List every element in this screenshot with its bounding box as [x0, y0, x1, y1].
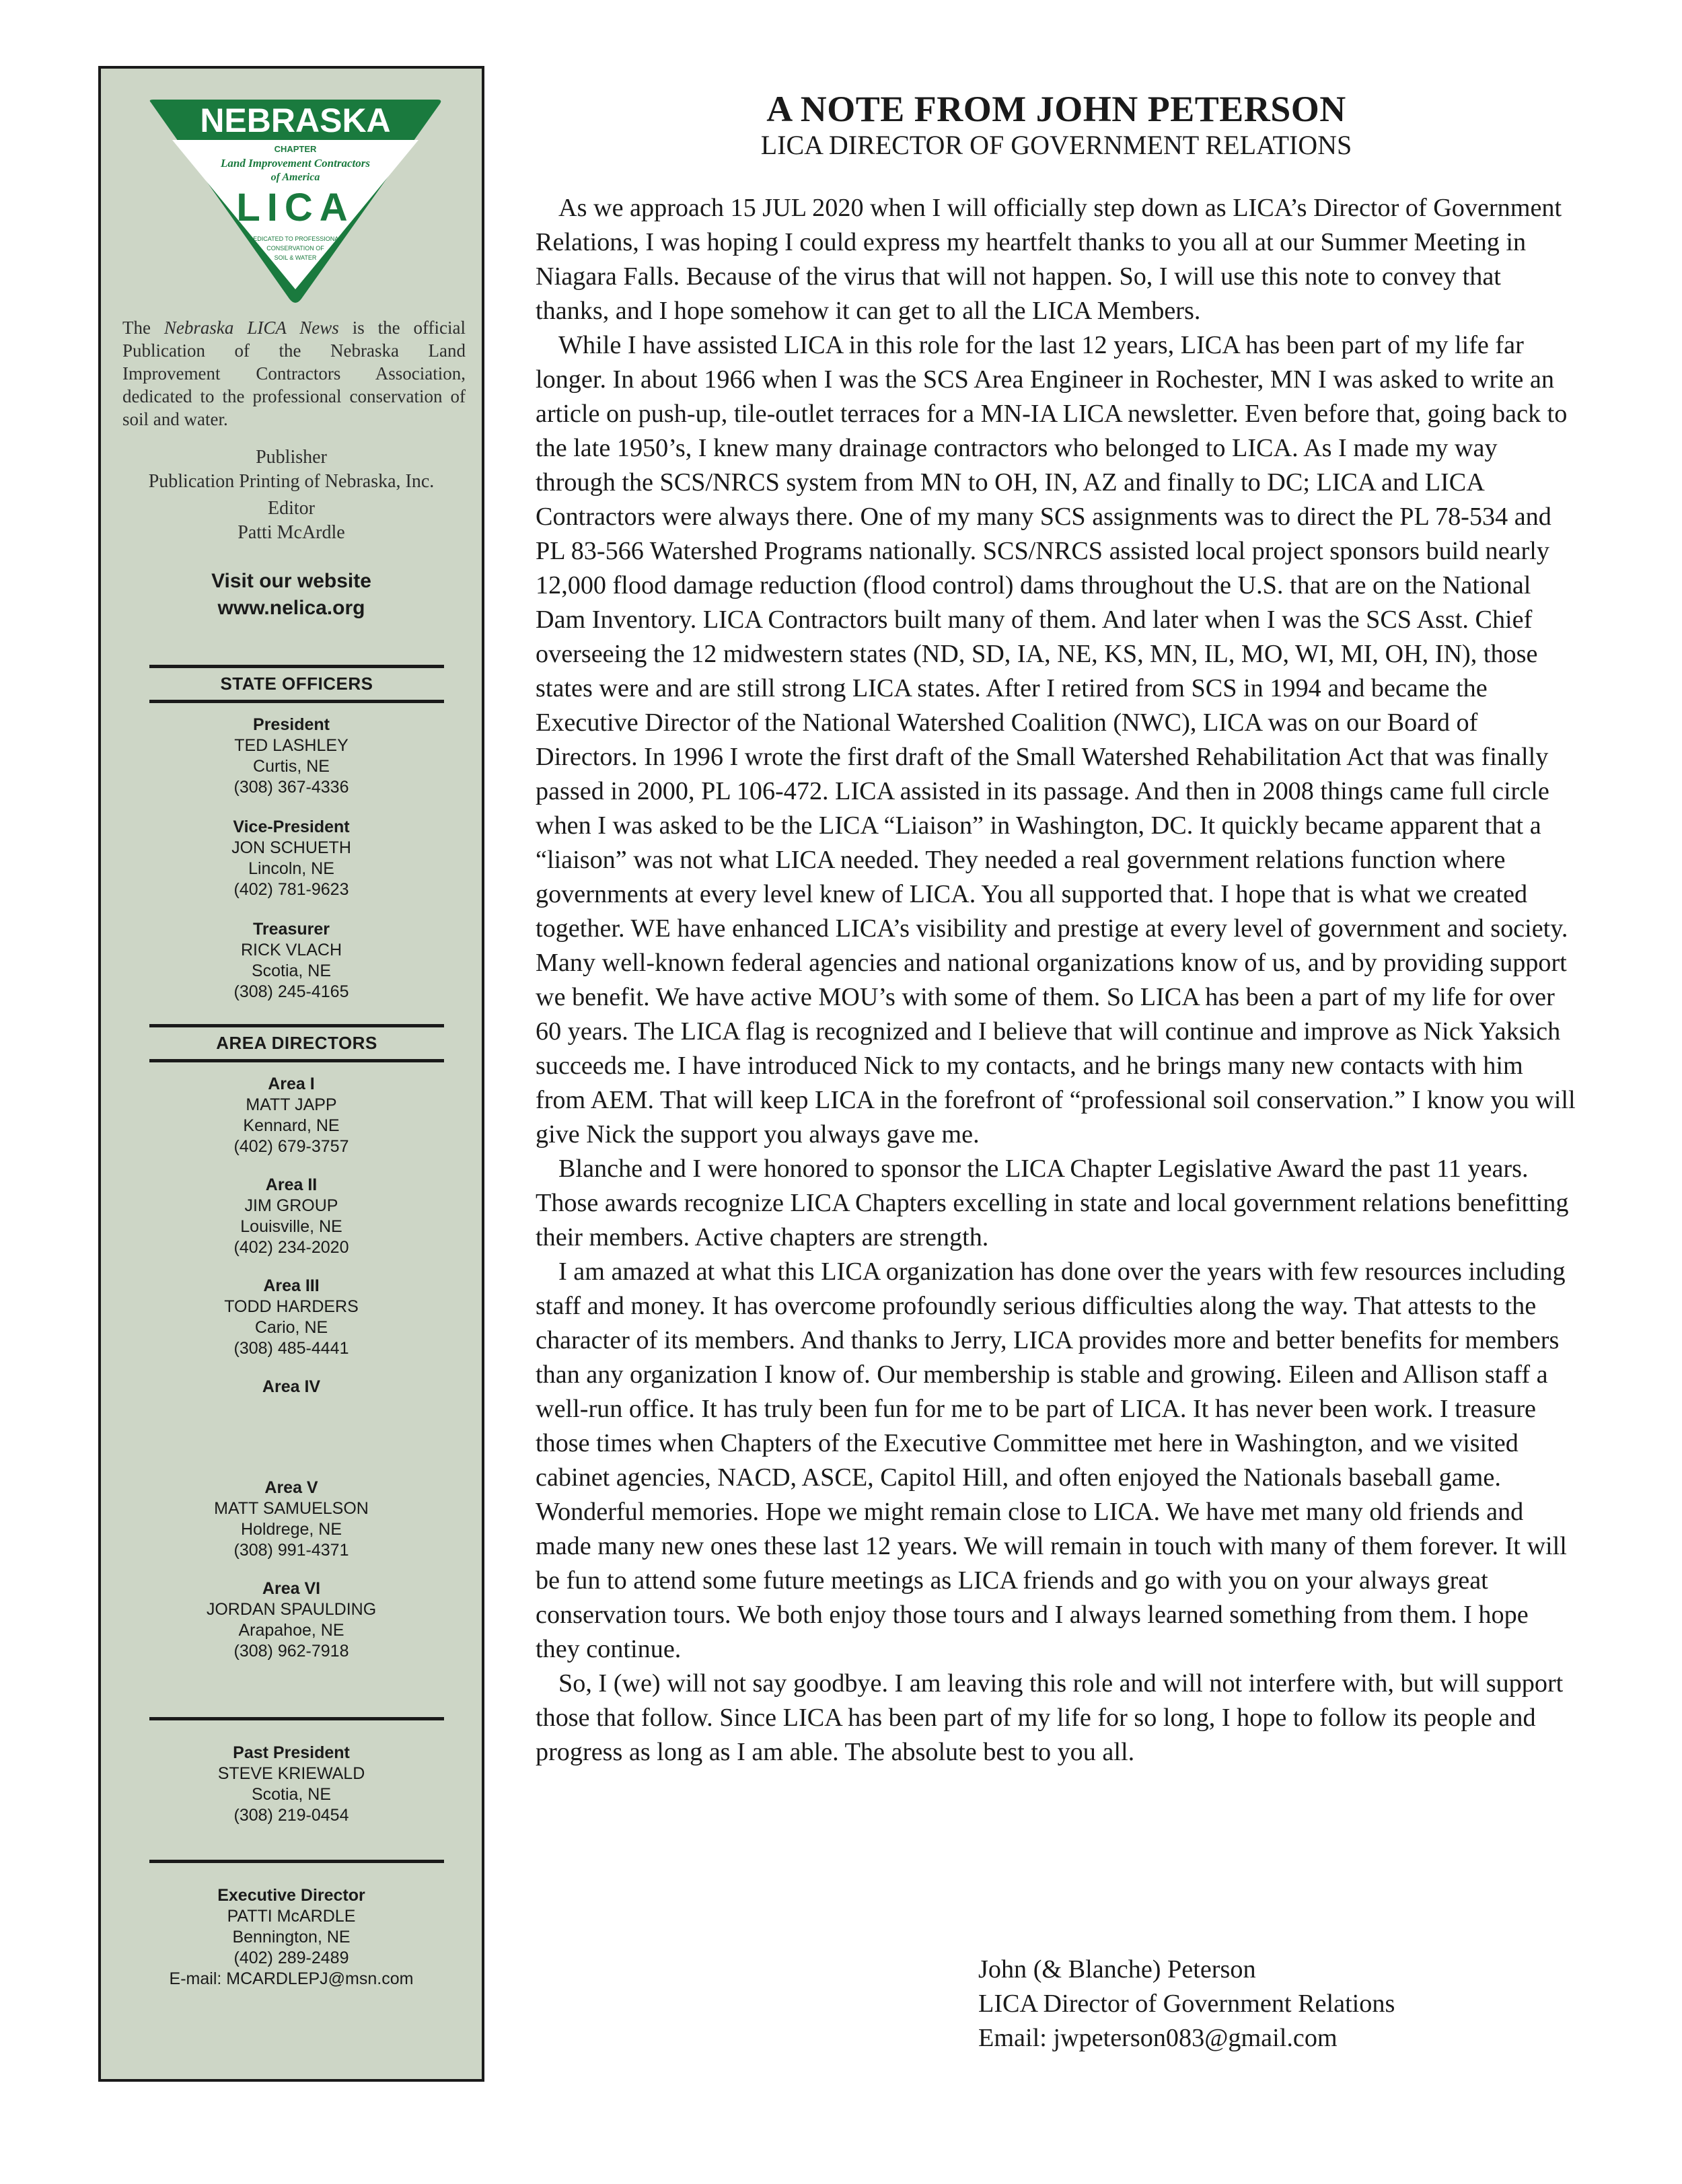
logo-state: NEBRASKA	[200, 102, 391, 139]
executive-director-email[interactable]: E-mail: MCARDLEPJ@msn.com	[169, 1969, 414, 1988]
signature-name: John (& Blanche) Peterson	[978, 1955, 1256, 1983]
publisher-name: Publication Printing of Nebraska, Inc.	[148, 471, 435, 492]
lica-logo	[145, 97, 445, 305]
area-director-3: Area III TODD HARDERS Cario, NE (308) 485-4441	[224, 1276, 359, 1358]
logo-org-line1: Land Improvement Contractors	[221, 157, 370, 170]
logo-acronym: LICA	[236, 186, 355, 229]
article-body	[536, 191, 1577, 1770]
article-paragraph: So, I (we) will not say goodbye. I am leaving this role and will not interfere with, but will support those that follow. Since LICA has been part of my life for so long, I hope to follow its people and progress as long as I am able. The absolute best to you all.	[536, 1669, 1564, 1766]
logo-motto-line1: DEDICATED TO PROFESSIONAL	[248, 235, 342, 242]
sidebar-panel	[98, 66, 484, 2082]
publication-description: The Nebraska LICA News is the official Publication of the Nebraska Land Improvement Contractors Association, dedicated to the professional conservation of soil and water.	[122, 318, 466, 429]
website-link[interactable]: www.nelica.org	[217, 597, 365, 619]
area-director-1: Area I MATT JAPP Kennard, NE (402) 679-3757	[233, 1075, 349, 1156]
logo-motto-line3: SOIL & WATER	[274, 254, 317, 261]
area-directors-heading: AREA DIRECTORS	[216, 1033, 377, 1053]
editor-label: Editor	[268, 498, 315, 519]
logo-org-line2: of America	[270, 172, 320, 183]
article-paragraph: Blanche and I were honored to sponsor the LICA Chapter Legislative Award the past 11 years. Those awards recognize LICA Chapters excelling in state and local government relations benefitting their members. Active chapters are strength.	[536, 1155, 1569, 1251]
officer-vice-president: Vice-President JON SCHUETH Lincoln, NE (402) 781-9623	[231, 817, 351, 899]
past-president: Past President STEVE KRIEWALD Scotia, NE (308) 219-0454	[217, 1743, 365, 1825]
area-director-4: Area IV	[262, 1377, 321, 1396]
divider	[149, 700, 444, 703]
divider	[149, 1860, 444, 1863]
website-label: Visit our website	[211, 570, 371, 592]
publication-name: Nebraska LICA News	[163, 318, 339, 338]
article-paragraph: While I have assisted LICA in this role for the last 12 years, LICA has been part of my life far longer. In about 1966 when I was the SCS Area Engineer in Rochester, MN I was asked to write an article on push-up, tile-outlet terraces for a MN-IA LICA newsletter. Even before that, going back to the late 1950’s, I knew many drainage contractors who belonged to LICA. As I made my way through the SCS/NRCS system from MN to OH, IN, AZ and finally to DC; LICA and LICA Contractors were always there. One of my many SCS assignments was to direct the PL 78-534 and PL 83-566 Watershed Programs nationally. SCS/NRCS assisted local project sponsors build nearly 12,000 flood damage reduction (flood control) dams throughout the U.S. that are on the National Dam Inventory. LICA Contractors built many of them. And later when I was the SCS Asst. Chief overseeing the 12 midwestern states (ND, SD, IA, NE, KS, MN, IL, MO, WI, MI, OH, IN), those states were and are still strong LICA states. After I retired from SCS in 1994 and became the Executive Director of the National Watershed Coalition (NWC), LICA was on our Board of Directors. In 1996 I wrote the first draft of the Small Watershed Rehabilitation Act that was finally passed in 2000, PL 106-472. LICA assisted in its passage. And then in 2008 things came full circle when I was asked to be the LICA “Liaison” in Washington, DC. It quickly became apparent that a “liaison” was not what LICA needed. They needed a real government relations function where governments at every level knew of LICA. You all supported that. I hope that is what we created together. WE have enhanced LICA’s visibility and prestige at every level of government and society. Many well-known federal agencies and national organizations know of us, and by providing support we benefit. We have active MOU’s with some of them. So LICA has been a part of my life for over 60 years. The LICA flag is recognized and I believe that will continue and improve as Nick Yaksich succeeds me. I have introduced Nick to my contacts, and he brings many new contacts with him from AEM. That will keep LICA in the forefront of “professional soil conservation.” I know you will give Nick the support you always gave me.	[536, 331, 1576, 1149]
state-officers-heading: STATE OFFICERS	[220, 674, 373, 694]
signature-email[interactable]: Email: jwpeterson083@gmail.com	[978, 2024, 1338, 2052]
article-title: A NOTE FROM JOHN PETERSON	[766, 89, 1346, 129]
divider	[149, 1024, 444, 1027]
logo-motto-line2: CONSERVATION OF	[266, 245, 324, 252]
officer-president: President TED LASHLEY Curtis, NE (308) 367-4336	[233, 715, 349, 797]
area-director-5: Area V MATT SAMUELSON Holdrege, NE (308) 991-4371	[214, 1478, 369, 1560]
divider	[149, 665, 444, 668]
area-director-6: Area VI JORDAN SPAULDING Arapahoe, NE (308) 962-7918	[206, 1579, 377, 1661]
article-subtitle: LICA DIRECTOR OF GOVERNMENT RELATIONS	[760, 130, 1352, 160]
executive-director: Executive Director PATTI McARDLE Bennington, NE (402) 289-2489 E-mail: MCARDLEPJ@msn.com	[101, 1885, 482, 1990]
signature-title: LICA Director of Government Relations	[978, 1990, 1395, 2018]
publisher-label: Publisher	[256, 447, 327, 468]
article-paragraph: As we approach 15 JUL 2020 when I will officially step down as LICA’s Director of Government Relations, I was hoping I could express my heartfelt thanks to you all at our Summer Meeting in Niagara Falls. Because of the virus that will not happen. So, I will use this note to convey that thanks, and I hope somehow it can get to all the LICA Members.	[536, 194, 1562, 325]
editor-name: Patti McArdle	[237, 522, 345, 543]
article-paragraph: I am amazed at what this LICA organization has done over the years with few resources including staff and money. It has overcome profoundly serious difficulties along the way. That attests to the character of its members. And thanks to Jerry, LICA provides more and better benefits for members than any organization I know of. Our membership is stable and growing. Eileen and Allison staff a well-run office. It has truly been fun for me to be part of LICA. It has never been work. I treasure those times when Chapters of the Executive Committee met here in Washington, and we visited cabinet agencies, NACD, ASCE, Capitol Hill, and often enjoyed the Nationals baseball game. Wonderful memories. Hope we might remain close to LICA. We have met many old friends and made many new ones these last 12 years. We will remain in touch with many of them forever. It will be fun to attend some future meetings as LICA friends and go with you on your always great conservation tours. We both enjoy those tours and I always learned something from them. I hope they continue.	[536, 1258, 1567, 1663]
logo-chapter: CHAPTER	[274, 144, 317, 154]
divider	[149, 1717, 444, 1720]
officer-treasurer: Treasurer RICK VLACH Scotia, NE (308) 245-4165	[233, 920, 349, 1001]
area-director-2: Area II JIM GROUP Louisville, NE (402) 234-2020	[233, 1175, 349, 1257]
signature-block	[978, 1953, 1395, 2055]
divider	[149, 1059, 444, 1062]
